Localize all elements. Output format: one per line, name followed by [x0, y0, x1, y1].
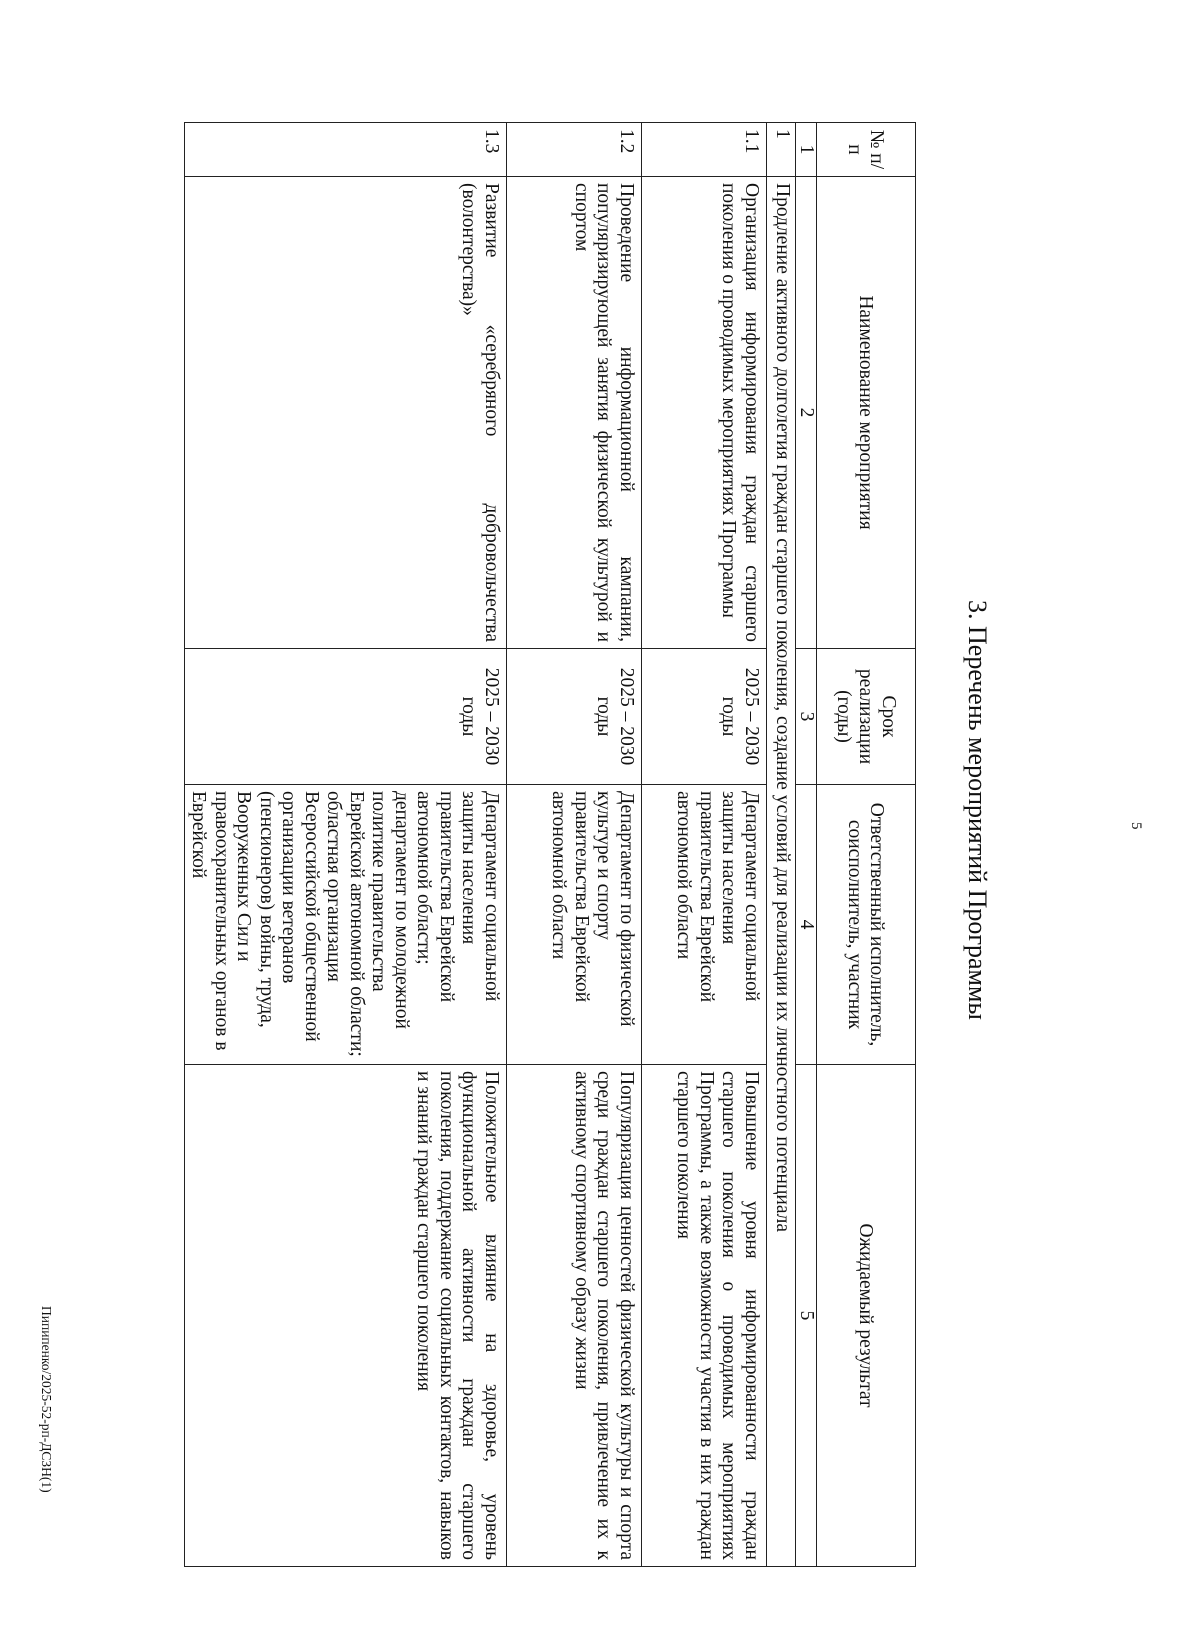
- header-name: Наименование мероприятия: [817, 177, 916, 649]
- header-result: Ожидаемый результат: [817, 1065, 916, 1567]
- measure-period: 2025 – 2030 годы: [185, 649, 507, 785]
- table-row: [507, 123, 642, 1567]
- measures-table: [184, 122, 916, 1567]
- table-row: [185, 123, 507, 1567]
- measure-name: Организация информирования граждан старшего поколения о проводимых мероприятиях Программы: [642, 177, 767, 649]
- section-number: 1: [767, 123, 796, 177]
- measure-result: Повышение уровня информированности граждан старшего поколения о проводимых мероприятиях Программы, а также возможности участия в них граждан старшего поколения: [642, 1065, 767, 1567]
- measure-result: Популяризация ценностей физической культуры и спорта среди граждан старшего поколения, привлечение их к активному спортивному образу жизни: [507, 1065, 642, 1567]
- row-number: 1.1: [642, 123, 767, 177]
- measure-result: Положительное влияние на здоровье, уровень функциональной активности граждан старшего поколения, поддержание социальных контактов, навыков и знаний граждан старшего поколения: [185, 1065, 507, 1567]
- measure-name: Проведение информационной кампании, популяризирующей занятия физической культурой и спортом: [507, 177, 642, 649]
- page-number: 5: [1128, 822, 1144, 830]
- row-number: 1.2: [507, 123, 642, 177]
- column-number: 1: [796, 123, 817, 177]
- table-header-row: [817, 123, 916, 1567]
- row-number: 1.3: [185, 123, 507, 177]
- column-number: 4: [796, 785, 817, 1065]
- column-numbers-row: [796, 123, 817, 1567]
- measure-responsible: Департамент социальной защиты населения правительства Еврейской автономной области: [642, 785, 767, 1065]
- column-number: 5: [796, 1065, 817, 1567]
- table-row: [642, 123, 767, 1567]
- measure-responsible: Департамент по физической культуре и спорту правительства Еврейской автономной области: [507, 785, 642, 1065]
- header-period: Срок реализации (годы): [817, 649, 916, 785]
- measure-period: 2025 – 2030 годы: [507, 649, 642, 785]
- section-row: [767, 123, 796, 1567]
- column-number: 2: [796, 177, 817, 649]
- section-title: Продление активного долголетия граждан старшего поколения, создание условий для реализации их личностного потенциала: [767, 177, 796, 1567]
- header-number: № п/п: [817, 123, 916, 177]
- measure-period: 2025 – 2030 годы: [642, 649, 767, 785]
- document-id: Пипипенко/2025-52-рп-ДСЗН(1): [39, 1306, 54, 1493]
- measure-name: Развитие «серебряного добровольчества (волонтерства)»: [185, 177, 507, 649]
- measure-responsible: Департамент социальной защиты населения правительства Еврейской автономной области; департамент по молодежной политике правительства Еврейской автономной области; областная организация Всероссийской общественной организации ветеранов (пенсионеров) войны, труда, Вооруженных Сил и правоохранительных органов в Еврейской: [185, 785, 507, 1065]
- page-title: 3. Перечень мероприятий Программы: [963, 600, 992, 1020]
- header-responsible: Ответственный исполнитель, соисполнитель, участник: [817, 785, 916, 1065]
- column-number: 3: [796, 649, 817, 785]
